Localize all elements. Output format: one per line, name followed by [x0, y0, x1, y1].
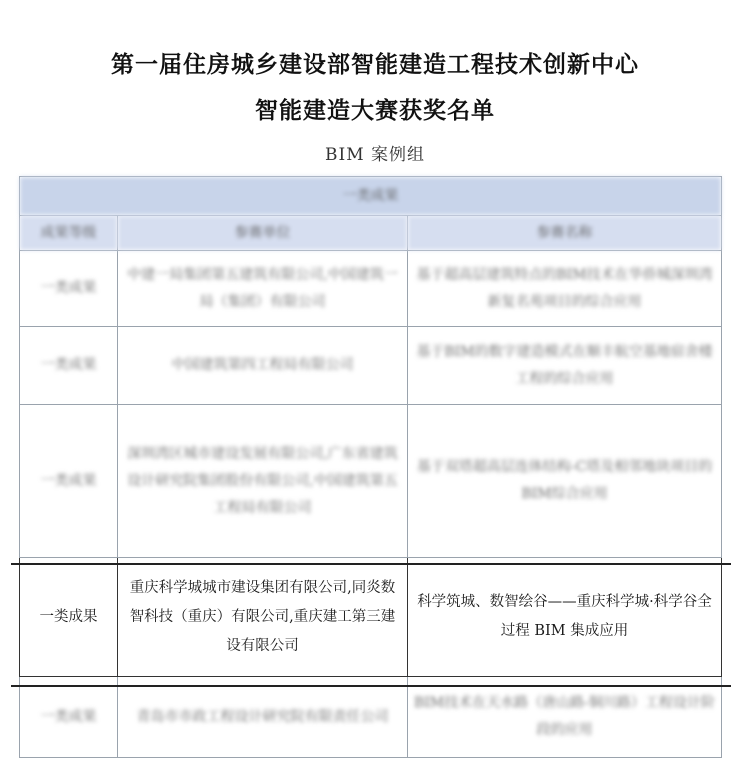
- row-units: 中建一局集团第五建筑有限公司,中国建筑一局（集团）有限公司: [118, 251, 408, 327]
- row-level: 一类成果: [20, 327, 118, 405]
- row-level: 一类成果: [20, 251, 118, 327]
- document-subtitle: BIM 案例组: [324, 145, 426, 165]
- row-name: 基于BIM的数字建造模式在顺丰航空基地宿舍楼工程的综合应用: [408, 327, 722, 405]
- table-row: [20, 405, 722, 558]
- table-row: [20, 251, 722, 327]
- table-section-title: 一类成果: [20, 177, 722, 216]
- row-name: 基于超高层建筑特点的BIM技术在华侨城深圳湾新复名苑项目的综合应用: [408, 251, 722, 327]
- table-row-highlighted: [20, 558, 722, 677]
- header-units: 参赛单位: [118, 216, 408, 251]
- table-section-title-row: [20, 177, 722, 216]
- row-units: 重庆科学城城市建设集团有限公司,同炎数智科技（重庆）有限公司,重庆建工第三建设有限公司: [118, 558, 408, 677]
- row-name: BIM技术在天水路（唐山路-铜川路）工程设计阶段的应用: [408, 677, 722, 758]
- table-row: [20, 327, 722, 405]
- row-units: 深圳湾区城市建设发展有限公司,广东省建筑设计研究院集团股份有限公司,中国建筑第五工程局有限公司: [118, 405, 408, 558]
- row-units: 中国建筑第四工程局有限公司: [118, 327, 408, 405]
- row-units: 青岛市市政工程设计研究院有限责任公司: [118, 677, 408, 758]
- awards-table: [19, 176, 722, 758]
- header-name: 参赛名称: [408, 216, 722, 251]
- header-level: 成果等级: [20, 216, 118, 251]
- table-header-row: [20, 216, 722, 251]
- row-level: 一类成果: [20, 405, 118, 558]
- document-title-line2: 智能建造大赛获奖名单: [255, 98, 495, 124]
- row-name: 科学筑城、数智绘谷——重庆科学城·科学谷全过程 BIM 集成应用: [408, 558, 722, 677]
- document-title-line1: 第一届住房城乡建设部智能建造工程技术创新中心: [111, 52, 639, 78]
- row-level: 一类成果: [20, 677, 118, 758]
- row-name: 基于双塔超高层连体结构-C塔及相邻地块项目的BIM综合应用: [408, 405, 722, 558]
- row-level: 一类成果: [20, 558, 118, 677]
- table-row: [20, 677, 722, 758]
